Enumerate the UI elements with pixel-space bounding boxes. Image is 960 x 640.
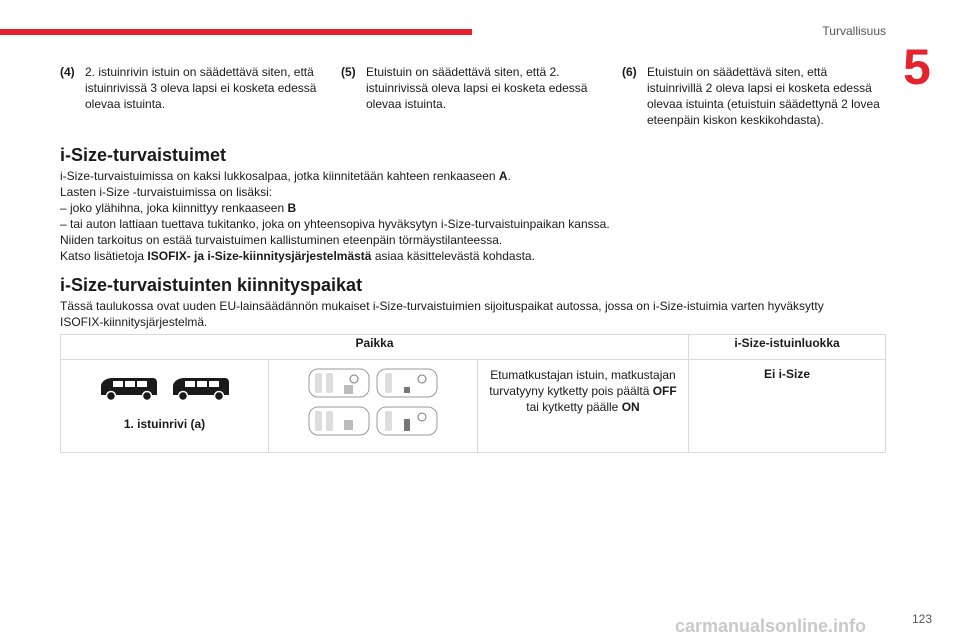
paragraph-line: – tai auton lattiaan tuettava tukitanko, joka on yhteensopiva hyväksytyn i-Size-turvaistuinpaikan kanssa. — [60, 217, 610, 231]
column-header-place: Paikka — [61, 335, 689, 360]
van-icon — [169, 373, 233, 403]
paragraph-line: – joko ylähihna, joka kiinnittyy renkaaseen B — [60, 201, 297, 215]
chapter-number: 5 — [903, 39, 931, 95]
paragraph-line: Tässä taulukossa ovat uuden EU-lainsäädännön mukaiset i-Size-turvaistuimien sijoituspaikat autossa, jossa on i-Size-istuimia varten hyväksytty — [60, 299, 824, 313]
note-number: (4) — [60, 65, 75, 79]
seat-plan-icon — [308, 405, 370, 437]
paragraph-line: ISOFIX-kiinnitysjärjestelmä. — [60, 315, 208, 329]
occupant-cell — [478, 360, 689, 453]
occupant-line: turvatyyny kytketty pois päältä OFF — [489, 384, 677, 398]
column-header-class: i-Size-istuinluokka — [689, 335, 886, 360]
paragraph-line: Lasten i-Size -turvaistuimissa on lisäksi: — [60, 185, 273, 199]
note-number: (6) — [622, 65, 637, 79]
note-line: eteenpäin kiskon keskikohdasta). — [647, 113, 824, 127]
note-line: Etuistuin on säädettävä siten, että 2. — [366, 65, 560, 79]
note-text — [85, 64, 316, 112]
note-line: Etuistuin on säädettävä siten, että — [647, 65, 828, 79]
seat-plan-icon — [376, 367, 438, 399]
table-row — [61, 360, 886, 453]
note-text — [647, 64, 880, 128]
note-line: 2. istuinrivin istuin on säädettävä siten, että — [85, 65, 314, 79]
seat-plan-grid — [270, 367, 476, 437]
vehicle-illustrations — [62, 373, 267, 403]
page-number: 123 — [911, 612, 932, 626]
note-line: istuinrivissä 3 oleva lapsi ei kosketa edessä — [85, 81, 317, 95]
isize-class-value: Ei i-Size — [763, 367, 810, 381]
note-number: (5) — [341, 65, 356, 79]
occupant-line: Etumatkustajan istuin, matkustajan — [490, 368, 676, 382]
isize-positions-table — [60, 334, 886, 453]
seat-plan-icon — [376, 405, 438, 437]
paragraph-line: i-Size-turvaistuimissa on kaksi lukkosalpaa, jotka kiinnitetään kahteen renkaaseen A. — [60, 169, 511, 183]
paragraph-line: Niiden tarkoitus on estää turvaistuimen kallistuminen eteenpäin törmäystilanteessa. — [60, 233, 503, 247]
occupant-line: tai kytketty päälle ON — [526, 400, 640, 414]
watermark: carmanualsonline.info — [675, 616, 867, 636]
section-heading-isize-seats: i-Size-turvaistuimet — [60, 145, 227, 165]
note-text — [366, 64, 587, 112]
isize-class-cell — [689, 360, 886, 453]
paragraph-line: Katso lisätietoja ISOFIX- ja i-Size-kiinnitysjärjestelmästä asiaa käsittelevästä kohdasta. — [60, 249, 535, 263]
occupant-description — [479, 361, 687, 415]
note-line: olevaa istuinta. — [366, 97, 447, 111]
van-icon — [97, 373, 161, 403]
section-title: Turvallisuus — [822, 24, 886, 38]
note-line: olevaa istuinta (etuistuin säädettynä 2 lovea — [647, 97, 880, 111]
seat-plan-icon — [308, 367, 370, 399]
note-line: olevaa istuinta. — [85, 97, 166, 111]
note-line: istuinrivissä oleva lapsi ei kosketa edessä — [366, 81, 588, 95]
seat-plan-cell — [269, 360, 478, 453]
seat-row-label: 1. istuinrivi (a) — [123, 417, 206, 431]
header-accent-bar — [0, 29, 472, 35]
vehicle-cell — [61, 360, 269, 453]
section-heading-isize-positions: i-Size-turvaistuinten kiinnityspaikat — [60, 275, 363, 295]
section1-body — [60, 168, 860, 264]
note-line: istuinrivillä 2 oleva lapsi ei kosketa edessä — [647, 81, 872, 95]
section2-body — [60, 298, 886, 330]
